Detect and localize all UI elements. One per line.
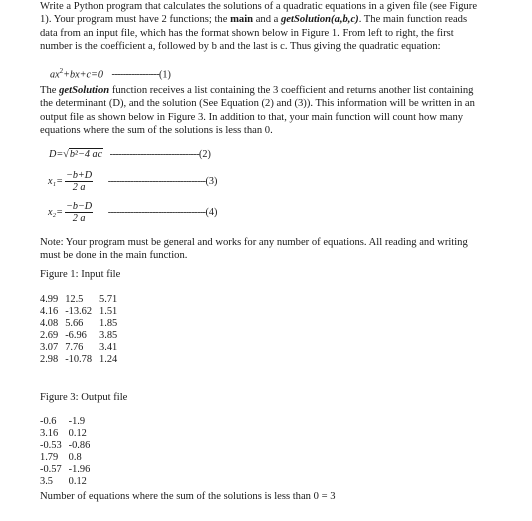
intro-text: and a xyxy=(253,14,281,26)
getsolution-keyword: getSolution xyxy=(59,85,110,96)
summary-line: Number of equations where the sum of the solutions is less than 0 = 3 xyxy=(40,491,336,502)
output-file-cell: -1.9 xyxy=(68,416,86,427)
eq1-leader: ----------------- xyxy=(111,69,160,81)
eq4-denominator: 2 a xyxy=(72,213,86,224)
equation-4 xyxy=(48,201,217,224)
desc-line-3: output file as shown below in Figure 3. In addition to that, your main function will count how many xyxy=(40,111,464,123)
output-file-row xyxy=(40,452,97,464)
input-file-cell: 1.24 xyxy=(99,353,118,365)
getsolution-signature: getSolution(a,b,c) xyxy=(281,14,359,26)
input-file-cell: 4.99 xyxy=(40,294,59,305)
output-file-row xyxy=(40,416,97,428)
equation-3 xyxy=(48,170,217,193)
input-file-row xyxy=(40,306,124,318)
intro-line-1: Write a Python program that calculates the solutions of a quadratic equations in a given file (see Figure xyxy=(40,1,478,12)
input-file-cell: -13.62 xyxy=(65,305,93,317)
eq2-label: (2) xyxy=(199,149,211,160)
sqrt-sign: √ xyxy=(63,149,69,160)
eq1-lhs: ax xyxy=(50,69,60,81)
input-file-cell: -6.96 xyxy=(65,329,87,341)
figure-1-caption: Figure 1: Input file xyxy=(40,269,121,280)
intro-text: . The main function reads xyxy=(358,14,468,26)
input-file-cell: -10.78 xyxy=(65,353,93,365)
input-file-cell: 5.66 xyxy=(65,317,84,329)
eq3-label: (3) xyxy=(205,175,218,187)
input-file-table xyxy=(40,294,124,365)
output-file-cell: 1.79 xyxy=(40,451,59,463)
input-file-cell: 3.85 xyxy=(99,329,118,341)
eq1-rhs: +bx+c=0 xyxy=(63,69,103,81)
eq4-lhs: x₂= xyxy=(48,206,63,218)
output-file-row xyxy=(40,440,97,452)
eq4-label: (4) xyxy=(205,206,218,218)
eq2-lhs: D= xyxy=(49,149,64,160)
output-file-cell: -0.6 xyxy=(40,416,57,427)
output-file-cell: 0.8 xyxy=(68,451,82,463)
output-file-row xyxy=(40,476,97,488)
input-file-cell: 5.71 xyxy=(99,294,118,305)
equation-1 xyxy=(50,65,171,82)
desc-line-4: equations where the sum of the solutions is less than 0. xyxy=(40,124,273,136)
eq1-label: (1) xyxy=(159,69,171,81)
eq3-leader: ----------------------------------- xyxy=(107,175,206,187)
input-file-cell: 12.5 xyxy=(65,294,84,305)
note-paragraph xyxy=(40,236,484,263)
input-file-row xyxy=(40,330,124,342)
input-file-row xyxy=(40,318,124,330)
eq1-exponent: 2 xyxy=(59,67,64,75)
output-file-cell: 0.12 xyxy=(68,475,87,487)
description-paragraph xyxy=(40,84,484,137)
note-line-1: Note: Your program must be general and works for any number of equations. All reading and writing xyxy=(40,237,468,248)
intro-line-3: data from an input file, which has the format shown below in Figure 1. From left to right, the first xyxy=(40,27,454,39)
intro-line-2 xyxy=(40,13,484,26)
eq3-fraction xyxy=(65,170,93,193)
output-file-row xyxy=(40,428,97,440)
input-file-row xyxy=(40,354,124,366)
desc-line-1 xyxy=(40,84,484,97)
eq3-lhs: x₁= xyxy=(48,175,63,187)
output-file-row xyxy=(40,464,97,476)
input-file-cell: 1.85 xyxy=(99,317,118,329)
eq3-denominator: 2 a xyxy=(72,182,86,193)
figure-3-caption: Figure 3: Output file xyxy=(40,392,128,403)
output-file-cell: -0.86 xyxy=(68,439,91,451)
output-file-cell: -0.53 xyxy=(40,439,62,451)
output-file-cell: 3.5 xyxy=(40,475,53,487)
equation-2 xyxy=(49,148,211,161)
eq4-numerator: −b−D xyxy=(65,201,93,212)
input-file-row xyxy=(40,294,124,306)
input-file-cell: 4.08 xyxy=(40,317,59,329)
input-file-row xyxy=(40,342,124,354)
output-file-cell: -0.57 xyxy=(40,463,62,475)
eq3-numerator: −b+D xyxy=(65,170,93,181)
desc-text: function receives a list containing the 3 coefficient and returns another list containing xyxy=(109,85,474,96)
output-file-cell: 0.12 xyxy=(68,427,87,439)
input-file-cell: 2.69 xyxy=(40,329,59,341)
output-file-cell: -1.96 xyxy=(68,463,91,475)
main-keyword: main xyxy=(230,14,254,26)
desc-line-2: the determinant (D), and the solution (See Equation (2) and (3)). This information will be written in an xyxy=(40,98,475,110)
desc-text: The xyxy=(40,85,60,96)
input-file-cell: 1.51 xyxy=(99,305,118,317)
input-file-cell: 4.16 xyxy=(40,305,59,317)
input-file-cell: 7.76 xyxy=(65,341,84,353)
input-file-cell: 3.07 xyxy=(40,341,59,353)
intro-paragraph xyxy=(40,0,484,53)
eq2-radicand: b²−4 ac xyxy=(69,149,103,160)
intro-line-4: number is the coefficient a, followed by b and the last is c. Thus giving the quadratic equation: xyxy=(40,40,441,52)
eq4-fraction xyxy=(65,201,93,224)
note-line-2: must be done in the main function. xyxy=(40,250,188,262)
eq4-leader: ----------------------------------- xyxy=(107,206,206,218)
eq2-leader: -------------------------------- xyxy=(109,149,200,160)
input-file-cell: 2.98 xyxy=(40,353,59,365)
intro-text: 1). Your program must have 2 functions; the xyxy=(40,14,231,26)
input-file-cell: 3.41 xyxy=(99,341,118,353)
output-file-cell: 3.16 xyxy=(40,427,59,439)
output-file-table xyxy=(40,416,97,487)
